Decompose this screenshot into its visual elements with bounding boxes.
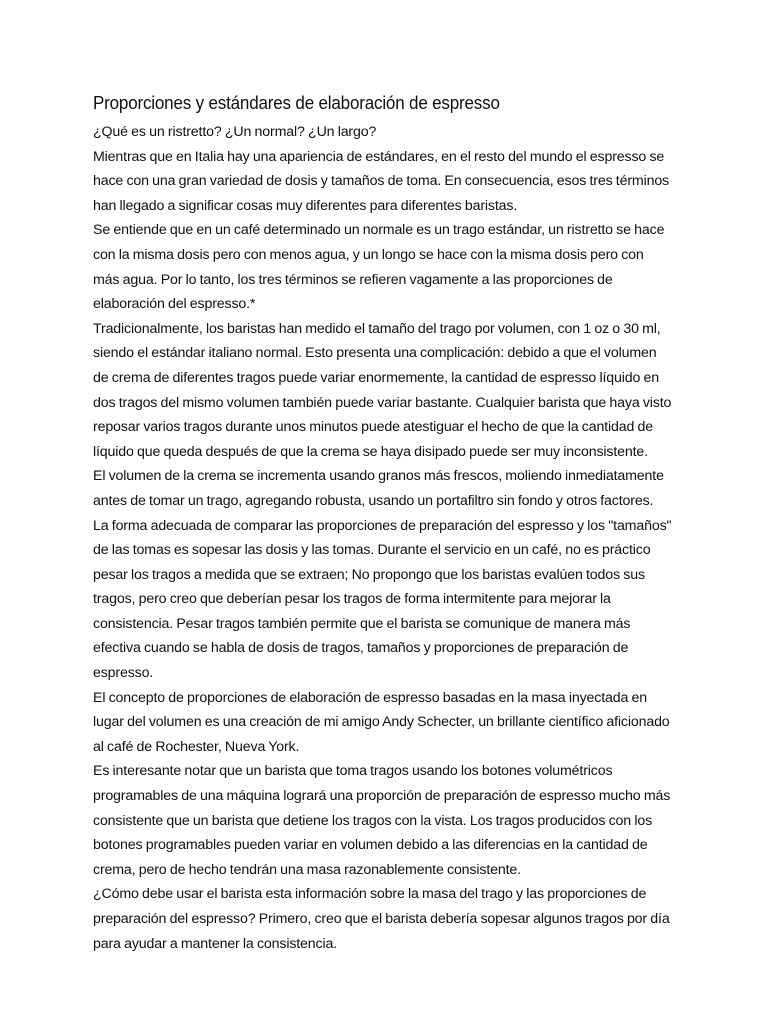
paragraph-volumetric-buttons: Es interesante notar que un barista que toma tragos usando los botones volumétricos programables de una máquina logrará una proporción de preparación de espresso mucho más consistente que un barista que detiene los tragos con la vista. Los tragos producidos con los botones programables pueden variar en volumen debido a las diferencias en la cantidad de crema, pero de hecho tendrán una masa razonablemente consistente. — [93, 763, 671, 878]
paragraph-italy-standards: Mientras que en Italia hay una apariencia de estándares, en el resto del mundo el espresso se hace con una gran variedad de dosis y tamaños de toma. En consecuencia, esos tres términos han llegado a significar cosas muy diferentes para diferentes baristas. — [93, 148, 670, 214]
paragraph-mass-concept: El concepto de proporciones de elaboración de espresso basadas en la masa inyectada en lugar del volumen es una creación de mi amigo Andy Schecter, un brillante científico aficionado al café de Rochester, Nueva York. — [93, 689, 670, 755]
document-title: Proporciones y estándares de elaboración de espresso — [93, 92, 500, 113]
paragraph-weighing-shots: La forma adecuada de comparar las proporciones de preparación del espresso y los "tamaños" de las tomas es sopesar las dosis y las tomas. Durante el servicio en un café, no es práctico pesar los tragos a medida que se extraen; No propongo que los baristas evalúen todos sus tragos, pero creo que deberían pesar los tragos de forma intermitente para mejorar la consistencia. Pesar tragos también permite que el barista se comunique de manera más efectiva cuando se habla de dosis de tragos, tamaños y proporciones de preparación de espresso. — [93, 517, 672, 682]
paragraph-normale-definition: Se entiende que en un café determinado un normale es un trago estándar, un ristretto se hace con la misma dosis pero con menos agua, y un longo se hace con la misma dosis pero con más agua. Por lo tanto, los tres términos se refieren vagamente a las proporciones de elaboración del espresso.* — [93, 222, 665, 313]
paragraph-how-to-use: ¿Cómo debe usar el barista esta información sobre la masa del trago y las proporciones de preparación del espresso? Primero, creo que el barista debería sopesar algunos tragos por día para ayudar a mantener la consistencia. — [93, 886, 670, 952]
paragraph-crema-volume: El volumen de la crema se incrementa usando granos más frescos, moliendo inmediatamente antes de tomar un trago, agregando robusta, usando un portafiltro sin fondo y otros factores. — [93, 468, 664, 509]
document-page — [93, 90, 673, 956]
paragraph-volume-measurement: Tradicionalmente, los baristas han medido el tamaño del trago por volumen, con 1 oz o 30 ml, siendo el estándar italiano normal. Esto presenta una complicación: debido a que el volumen de crema de diferentes tragos puede variar enormemente, la cantidad de espresso líquido en dos tragos del mismo volumen también puede variar bastante. Cualquier barista que haya visto reposar varios tragos durante unos minutos puede atestiguar el hecho de que la cantidad de líquido que queda después de que la crema se haya disipado puede ser muy inconsistente. — [93, 320, 672, 460]
paragraph-subtitle-questions: ¿Qué es un ristretto? ¿Un normal? ¿Un largo? — [93, 124, 377, 140]
